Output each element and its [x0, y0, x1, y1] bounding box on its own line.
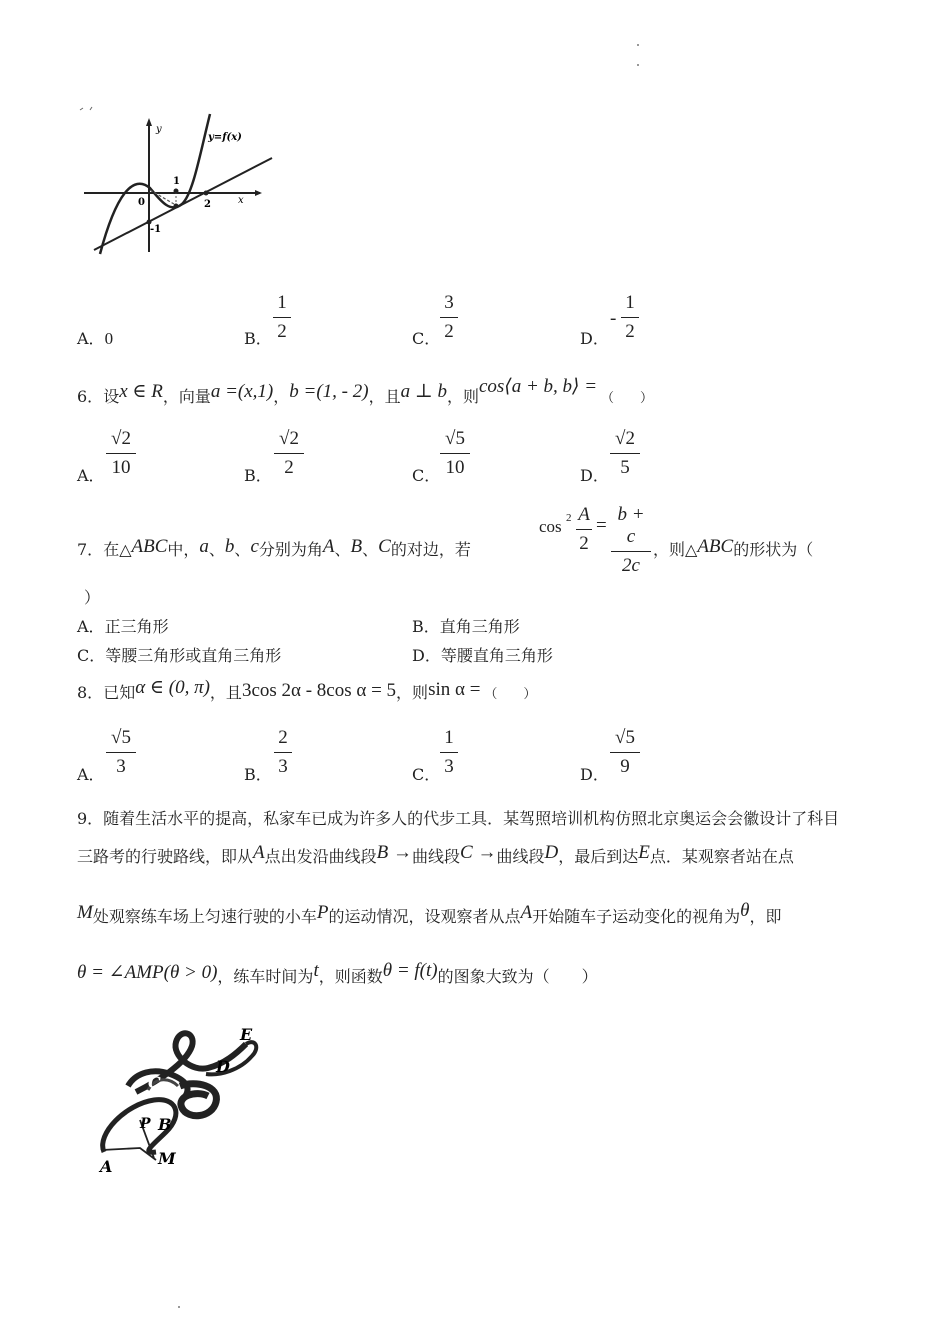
math: x ∈ R — [119, 381, 163, 402]
curve-label: y=f(x) — [208, 132, 242, 143]
option-letter: C． — [77, 646, 106, 665]
option-value: 0 — [104, 329, 114, 348]
stem-text: 设 — [103, 387, 120, 406]
numerator: √2 — [615, 428, 635, 449]
q5-option-b-fraction — [273, 292, 291, 343]
option-letter: D． — [580, 329, 609, 348]
math: A — [520, 902, 533, 923]
q5-option-c[interactable] — [412, 326, 440, 349]
function-graph-figure — [78, 104, 278, 256]
tick-label-2: 2 — [204, 199, 211, 210]
numerator: 1 — [444, 727, 454, 748]
stem-text: 、 — [234, 540, 251, 559]
option-letter: A． — [77, 765, 105, 784]
option-letter: C． — [412, 329, 441, 348]
stem-text: 的对边，若 — [390, 540, 471, 559]
q7-option-b[interactable] — [412, 614, 520, 637]
math: D — [544, 842, 559, 863]
stem-text: ，最后到达 — [558, 847, 639, 866]
stem-text: 、 — [334, 540, 351, 559]
q6-stem — [77, 376, 654, 408]
math: b =(1, - 2) — [289, 381, 369, 402]
option-letter: B． — [412, 617, 440, 636]
math: b — [224, 536, 235, 557]
q7-option-d[interactable] — [412, 643, 553, 666]
question-number: 7． — [77, 540, 104, 559]
denominator: 3 — [116, 756, 126, 777]
numerator: b + c — [617, 504, 645, 547]
math: ABC — [131, 536, 168, 557]
numerator: √2 — [279, 428, 299, 449]
q8-option-a[interactable] — [77, 762, 105, 785]
denominator: 3 — [444, 756, 454, 777]
numerator: 3 — [444, 292, 454, 313]
math: M — [77, 902, 93, 923]
stem-text: ，即 — [749, 907, 782, 926]
stem-text: 、 — [362, 540, 379, 559]
math: t — [313, 960, 319, 981]
stem-text: 中， — [167, 540, 200, 559]
math: 3cos 2α - 8cos α = 5 — [241, 680, 397, 701]
q8-option-d[interactable] — [580, 762, 609, 785]
answer-paren: （ ） — [484, 687, 537, 702]
math: a ⊥ b — [400, 381, 447, 402]
option-letter: A． — [77, 466, 105, 485]
math: B → — [376, 842, 412, 863]
q5-option-b[interactable] — [244, 326, 272, 349]
tick-label-minus-1: -1 — [150, 224, 162, 235]
q7-stem-part2 — [653, 537, 813, 561]
route-label-e: E — [240, 1025, 253, 1044]
tick-label-0: 0 — [138, 197, 145, 208]
q5-option-c-fraction — [440, 292, 458, 343]
stem-text: ， — [273, 387, 290, 406]
route-label-b: B — [158, 1115, 172, 1134]
option-letter: D． — [580, 765, 609, 784]
answer-paren: （ ） — [601, 391, 654, 406]
route-label-d: D — [216, 1057, 230, 1076]
q6-option-b-fraction — [274, 428, 304, 479]
numerator: A — [578, 504, 590, 525]
question-number: 8． — [77, 683, 104, 702]
stem-text: 点．某观察者站在点 — [649, 847, 794, 866]
speck — [637, 64, 639, 66]
math: P — [316, 902, 329, 923]
driving-route-figure — [96, 1024, 266, 1180]
q7-close-paren: ） — [84, 588, 101, 607]
denominator: 2 — [284, 457, 294, 478]
q5-option-a[interactable] — [77, 326, 113, 349]
option-text: 等腰直角三角形 — [440, 646, 553, 665]
q7-fraction-b-plus-c — [611, 504, 651, 577]
x-axis-label: x — [238, 195, 244, 206]
q5-option-d-sign: - — [610, 308, 617, 329]
option-letter: B． — [244, 466, 272, 485]
q6-option-d-fraction — [610, 428, 640, 479]
math: θ — [740, 900, 750, 921]
speck — [637, 44, 639, 46]
q7-fraction-a-over-2 — [576, 504, 592, 555]
stem-text: 曲线段 — [496, 847, 545, 866]
q7-option-a[interactable] — [77, 614, 169, 637]
denominator: 2c — [622, 555, 640, 576]
q7-cos: cos — [539, 517, 562, 536]
q6-option-d[interactable] — [580, 463, 609, 486]
math: sin α = — [428, 679, 481, 700]
q9-line-2 — [77, 844, 794, 868]
q9-line-1: 9．随着生活水平的提高，私家车已成为许多人的代步工具．某驾照培训机构仿照北京奥运会会徽设计了科目 — [77, 809, 840, 828]
denominator: 2 — [579, 533, 589, 554]
stem-text: ，练车时间为 — [217, 967, 314, 986]
q8-option-a-fraction — [106, 727, 136, 778]
math: A — [253, 842, 265, 863]
q7-stem-part1 — [77, 537, 471, 561]
q9-line-3 — [77, 900, 782, 928]
numerator: 2 — [278, 727, 288, 748]
q6-option-a-fraction — [106, 428, 136, 479]
stem-text: ，则 — [446, 387, 479, 406]
denominator: 2 — [625, 321, 635, 342]
q5-option-d-fraction — [621, 292, 639, 343]
option-letter: A． — [77, 329, 105, 348]
q7-cos-power: 2 — [566, 512, 572, 524]
stem-text: ，则 — [396, 683, 429, 702]
math: A — [322, 536, 335, 557]
math: ABC — [697, 536, 734, 557]
q8-option-d-fraction — [610, 727, 640, 778]
q8-option-b[interactable] — [244, 762, 272, 785]
q5-option-d[interactable] — [580, 326, 609, 349]
math: c — [250, 536, 259, 557]
denominator: 9 — [620, 756, 630, 777]
math: E — [638, 842, 650, 863]
stem-text: 三路考的行驶路线，即从 — [77, 847, 254, 866]
speck — [178, 1306, 180, 1308]
stem-text: 分别为角 — [258, 540, 323, 559]
stem-text: 的运动情况，设观察者从点 — [328, 907, 521, 926]
stem-text: 、 — [208, 540, 225, 559]
stem-text: 曲线段 — [412, 847, 461, 866]
denominator: 10 — [111, 457, 131, 478]
option-letter: C． — [412, 466, 441, 485]
math: B — [350, 536, 363, 557]
stem-text: 已知 — [103, 683, 136, 702]
stem-text: 在△ — [103, 540, 132, 559]
tick-label-1: 1 — [173, 176, 180, 187]
math: C — [378, 536, 391, 557]
q6-option-b[interactable] — [244, 463, 272, 486]
stem-text: 点出发沿曲线段 — [264, 847, 377, 866]
denominator: 2 — [444, 321, 454, 342]
option-text: 等腰三角形或直角三角形 — [105, 646, 282, 665]
stem-text: ，且 — [209, 683, 242, 702]
route-label-a: A — [100, 1157, 113, 1176]
stem-text: 的形状为（ — [733, 540, 814, 559]
numerator: √5 — [111, 727, 131, 748]
denominator: 10 — [445, 457, 465, 478]
q7-option-c[interactable] — [77, 643, 281, 666]
numerator: 1 — [277, 292, 287, 313]
stem-text: 开始随车子运动变化的视角为 — [532, 907, 741, 926]
route-label-m: M — [158, 1149, 176, 1168]
stem-text: 的图象大致为（ ） — [437, 967, 598, 986]
option-letter: B． — [244, 329, 272, 348]
question-number: 6． — [77, 387, 104, 406]
math: a — [199, 536, 209, 557]
route-label-p: P — [140, 1116, 151, 1132]
q8-option-c-fraction — [440, 727, 458, 778]
route-label-c: C — [148, 1073, 161, 1092]
y-axis-label: y — [156, 124, 162, 135]
numerator: √2 — [111, 428, 131, 449]
q9-line-4 — [77, 960, 598, 988]
math: α ∈ (0, π) — [135, 677, 210, 698]
denominator: 3 — [278, 756, 288, 777]
numerator: 1 — [625, 292, 635, 313]
option-letter: D． — [580, 466, 609, 485]
q8-stem — [77, 677, 537, 704]
math: θ = ∠AMP(θ > 0) — [77, 962, 218, 983]
option-letter: A． — [77, 617, 105, 636]
q6-option-a[interactable] — [77, 463, 105, 486]
option-letter: D． — [412, 646, 441, 665]
math: C → — [460, 842, 497, 863]
math: a =(x,1) — [210, 381, 274, 402]
q7-equals: = — [596, 515, 607, 536]
stem-text: ，则△ — [653, 540, 698, 559]
q6-option-c[interactable] — [412, 463, 440, 486]
option-text: 正三角形 — [104, 617, 169, 636]
stem-text: ，向量 — [162, 387, 211, 406]
q6-option-c-fraction — [440, 428, 470, 479]
numerator: √5 — [615, 727, 635, 748]
q8-option-b-fraction — [274, 727, 292, 778]
stem-text: 处观察练车场上匀速行驶的小车 — [92, 907, 317, 926]
math: θ = f(t) — [382, 960, 438, 981]
numerator: √5 — [445, 428, 465, 449]
option-letter: C． — [412, 765, 441, 784]
option-text: 直角三角形 — [439, 617, 520, 636]
math: cos⟨a + b, b⟩ = — [478, 376, 598, 397]
option-letter: B． — [244, 765, 272, 784]
denominator: 2 — [277, 321, 287, 342]
stem-text: ，则函数 — [318, 967, 383, 986]
stem-text: ，且 — [368, 387, 401, 406]
denominator: 5 — [620, 457, 630, 478]
q8-option-c[interactable] — [412, 762, 440, 785]
